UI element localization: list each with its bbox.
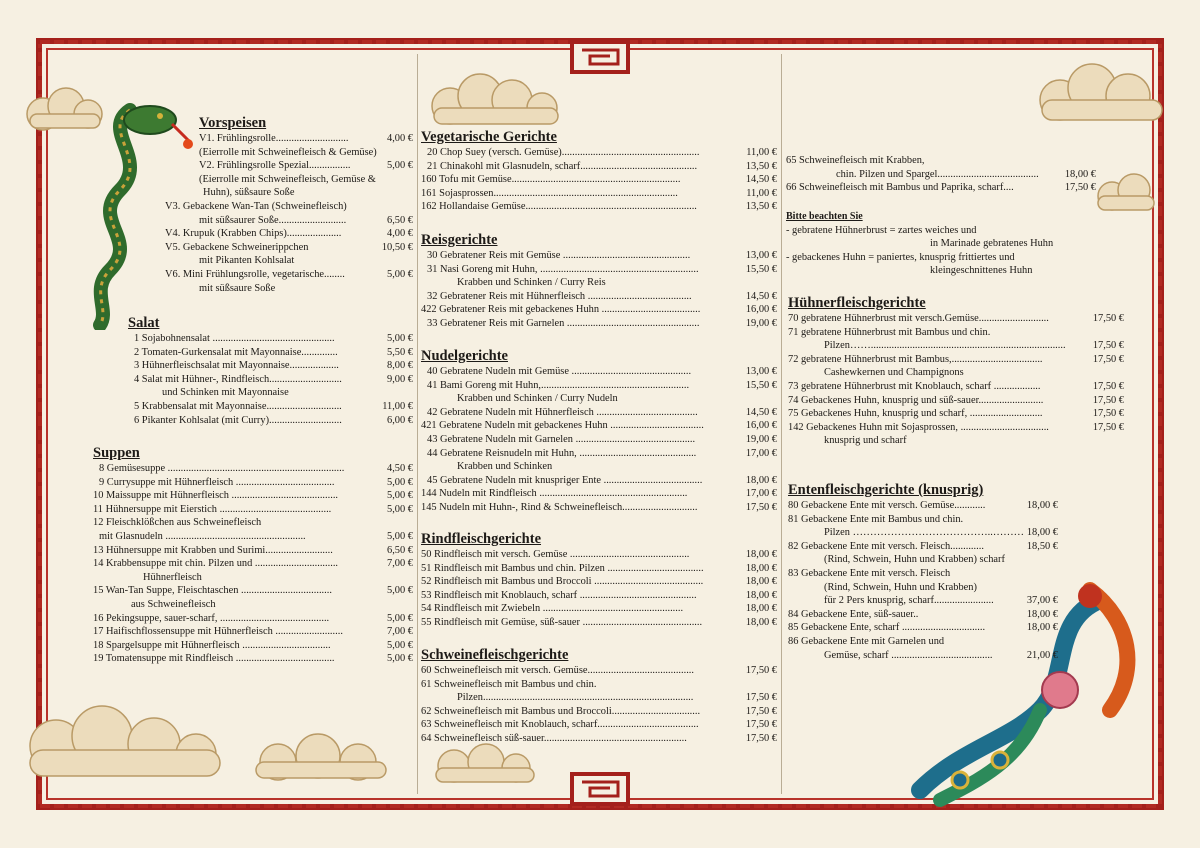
menu-item: 73 gebratene Hühnerbrust mit Knoblauch, scharf .................. 17,50 €: [788, 380, 1124, 392]
section-title-suppen: Suppen: [93, 445, 140, 461]
menu-item: 33 Gebratener Reis mit Garnelen ................................................... 19,00 €: [427, 317, 777, 329]
menu-item: für 2 Pers knusprig, scharf....................... 37,00 €: [824, 595, 1058, 607]
menu-item: Pilzen …………………………………..……… 18,00 €: [824, 527, 1058, 539]
menu-item: 81 Gebackene Ente mit Bambus und chin.: [788, 513, 964, 525]
section-title-huhn: Hühnerfleischgerichte: [788, 295, 926, 311]
menu-item: 65 Schweinefleisch mit Krabben,: [786, 155, 925, 166]
note-title: Bitte beachten Sie: [786, 211, 863, 222]
section-ente: [788, 481, 1058, 662]
menu-item: aus Schweinefleisch: [131, 598, 216, 610]
cloud-ornament-bottomcenter: [238, 730, 408, 790]
menu-item: mit Pikanten Kohlsalat: [199, 255, 295, 267]
section-vorspeisen: [165, 114, 413, 295]
menu-item: 11 Hühnersuppe mit Eierstich ........................................... 5,00 €: [93, 503, 413, 515]
column-divider-2: [781, 54, 782, 794]
menu-item: 51 Rindfleisch mit Bambus und chin. Pilzen ..................................... 18,00 €: [421, 562, 777, 574]
cloud-ornament-bottommid: [420, 740, 550, 790]
menu-item: mit süßsaure Soße: [199, 282, 276, 294]
menu-item: mit Glasnudeln ...................................................... 5,00 €: [99, 530, 413, 542]
menu-item: 4 Salat mit Hühner-, Rindfleisch............................ 9,00 €: [134, 373, 413, 385]
menu-item: Krabben und Schinken: [457, 461, 553, 473]
menu-item: Cashewkernen und Champignons: [824, 367, 964, 379]
menu-item: 42 Gebratene Nudeln mit Hühnerfleisch ....................................... 14,50 €: [427, 406, 777, 418]
menu-item: 44 Gebratene Reisnudeln mit Huhn, ............................................. 17,00 €: [427, 447, 777, 459]
menu-item: 43 Gebratene Nudeln mit Garnelen .............................................. 19,00 €: [427, 433, 777, 445]
menu-item: knusprig und scharf: [824, 435, 907, 447]
section-title-vorspeisen: Vorspeisen: [199, 115, 267, 131]
menu-item: V2. Frühlingsrolle Spezial................ 5,00 €: [199, 160, 413, 172]
menu-item: 71 gebratene Hühnerbrust mit Bambus und chin.: [788, 326, 991, 338]
note-line: - gebratene Hühnerbrust = zartes weiches und: [786, 224, 977, 236]
menu-item: 72 gebratene Hühnerbrust mit Bambus,................................... 17,50 €: [788, 353, 1124, 365]
menu-item: 83 Gebackene Ente mit versch. Fleisch: [788, 567, 951, 579]
menu-item: 82 Gebackene Ente mit versch. Fleisch............. 18,50 €: [788, 540, 1058, 552]
menu-item: V5. Gebackene Schweinerippchen 10,50 €: [165, 241, 413, 253]
menu-item: 421 Gebratene Nudeln mit gebackenes Huhn .................................... 16,00 €: [421, 420, 777, 432]
menu-item: Krabben und Schinken / Curry Nudeln: [457, 393, 618, 405]
menu-item: 60 Schweinefleisch mit versch. Gemüse......................................... 17,50 €: [421, 665, 777, 676]
menu-item: 74 Gebackenes Huhn, knusprig und süß-sauer......................... 17,50 €: [788, 394, 1124, 406]
cloud-ornament-topcenter: [420, 70, 570, 130]
section-schwein-continued: [786, 154, 1096, 195]
menu-item: Krabben und Schinken / Curry Reis: [457, 277, 606, 289]
menu-item: Huhn), süßsaure Soße: [203, 187, 295, 199]
lattice-ornament-bottom: [570, 772, 630, 808]
menu-item: 31 Nasi Goreng mit Huhn, ............................................................. 15,50 €: [427, 263, 777, 275]
menu-item: 18 Spargelsuppe mit Hühnerfleisch .................................. 5,00 €: [93, 639, 413, 651]
section-hinweis: [786, 210, 1126, 278]
menu-item: 80 Gebackene Ente mit versch. Gemüse............ 18,00 €: [788, 500, 1058, 511]
menu-item: 5 Krabbensalat mit Mayonnaise............................. 11,00 €: [134, 400, 413, 412]
section-title-schwein: Schweinefleischgerichte: [421, 647, 569, 663]
menu-item: 14 Krabbensuppe mit chin. Pilzen und ................................ 7,00 €: [93, 558, 413, 570]
menu-item: Pilzen……........................................................................... 17,50 €: [824, 340, 1124, 352]
menu-item: 40 Gebratene Nudeln mit Gemüse .............................................. 13,00 €: [427, 366, 777, 377]
section-salat: [128, 314, 413, 427]
cloud-ornament-bottomleft: [16, 700, 236, 790]
menu-item: 2 Tomaten-Gurkensalat mit Mayonnaise.............. 5,50 €: [134, 346, 413, 358]
menu-item: 422 Gebratener Reis mit gebackenes Huhn ...................................... 16,00 €: [421, 304, 777, 316]
menu-item: 30 Gebratener Reis mit Gemüse ................................................. 13,00 €: [427, 250, 777, 261]
menu-item: 54 Rindfleisch mit Zwiebeln ...................................................... 18,00 €: [421, 603, 777, 615]
section-title-vegetarisch: Vegetarische Gerichte: [421, 129, 557, 145]
section-vegetarisch: [421, 128, 777, 214]
menu-item: 32 Gebratener Reis mit Hühnerfleisch ........................................ 14,50 €: [427, 290, 777, 302]
menu-item: 62 Schweinefleisch mit Bambus und Broccoli.................................. 17,50 €: [421, 705, 777, 717]
menu-item: 52 Rindfleisch mit Bambus und Broccoli .......................................... 18,00 €: [421, 576, 777, 588]
note-line: in Marinade gebratenes Huhn: [930, 238, 1054, 250]
menu-item: 75 Gebackenes Huhn, knusprig und scharf, ............................ 17,50 €: [788, 408, 1124, 420]
menu-item: 63 Schweinefleisch mit Knoblauch, scharf....................................... 17,50 €: [421, 719, 777, 731]
menu-item: 1 Sojabohnensalat ............................................... 5,00 €: [134, 333, 413, 344]
menu-item: 145 Nudeln mit Huhn-, Rind & Schweinefleisch............................. 17,50 €: [421, 501, 777, 513]
section-title-rind: Rindfleischgerichte: [421, 531, 542, 547]
menu-item: 8 Gemüsesuppe .................................................................... 4,50 €: [99, 463, 413, 474]
menu-item: 21 Chinakohl mit Glasnudeln, scharf............................................. 13,50 €: [427, 160, 777, 172]
fret-pattern-left: [38, 44, 42, 804]
menu-item: 6 Pikanter Kohlsalat (mit Curry)............................ 6,00 €: [134, 414, 413, 426]
section-title-reis: Reisgerichte: [421, 232, 498, 248]
menu-item: 64 Schweinefleisch süß-sauer....................................................... 17,50 €: [421, 732, 777, 744]
menu-item: 53 Rindfleisch mit Knoblauch, scharf ............................................. 18,00 €: [421, 589, 777, 601]
menu-item: 10 Maissuppe mit Hühnerfleisch ......................................... 5,00 €: [93, 490, 413, 502]
menu-item: 142 Gebackenes Huhn mit Sojasprossen, .................................. 17,50 €: [788, 421, 1124, 433]
menu-item: mit süßsaurer Soße.......................... 6,50 €: [199, 214, 413, 226]
menu-item: 17 Haifischflossensuppe mit Hühnerfleisch .......................... 7,00 €: [93, 626, 413, 638]
section-nudel: [421, 347, 777, 515]
note-line: - gebackenes Huhn = paniertes, knusprig frittiertes und: [786, 251, 1015, 263]
cloud-ornament-topright: [1030, 60, 1170, 130]
menu-item: 9 Currysuppe mit Hühnerfleisch ...................................... 5,00 €: [99, 476, 413, 488]
menu-item: 160 Tofu mit Gemüse................................................................. 14,50 €: [421, 174, 777, 186]
note-line: kleingeschnittenes Huhn: [930, 265, 1033, 277]
section-suppen: [93, 444, 413, 666]
menu-item: 50 Rindfleisch mit versch. Gemüse .............................................. 18,00 €: [421, 549, 777, 560]
section-title-nudel: Nudelgerichte: [421, 348, 508, 364]
menu-item: 12 Fleischklößchen aus Schweinefleisch: [93, 517, 262, 529]
menu-item: 13 Hühnersuppe mit Krabben und Surimi.......................... 6,50 €: [93, 544, 413, 556]
section-reis: [421, 231, 777, 331]
section-schwein: [421, 646, 777, 746]
menu-item: V4. Krupuk (Krabben Chips)..................... 4,00 €: [165, 228, 413, 240]
menu-item: 85 Gebackene Ente, scharf ................................ 18,00 €: [788, 622, 1058, 634]
menu-item: Gemüse, scharf ....................................... 21,00 €: [824, 649, 1058, 661]
menu-item: 86 Gebackene Ente mit Garnelen und: [788, 635, 945, 647]
column-divider-1: [417, 54, 418, 794]
menu-item: (Eierrolle mit Schweinefleisch, Gemüse &: [199, 173, 376, 185]
section-title-salat: Salat: [128, 315, 160, 331]
menu-item: V1. Frühlingsrolle............................ 4,00 €: [199, 133, 413, 144]
menu-item: 162 Hollandaise Gemüse.................................................................. 13,50 €: [421, 201, 777, 213]
menu-item: 15 Wan-Tan Suppe, Fleischtaschen ................................... 5,00 €: [93, 585, 413, 597]
menu-item: (Rind, Schwein, Huhn und Krabben): [824, 581, 977, 593]
menu-item: 41 Bami Goreng mit Huhn,......................................................... 15,50 €: [427, 379, 777, 391]
menu-item: 55 Rindfleisch mit Gemüse, süß-sauer .............................................. 18,00 €: [421, 616, 777, 628]
section-rind: [421, 530, 777, 630]
menu-item: 84 Gebackene Ente, süß-sauer.. 18,00 €: [788, 608, 1058, 620]
lattice-ornament-top: [570, 40, 630, 76]
menu-item: 16 Pekingsuppe, sauer-scharf, .......................................... 5,00 €: [93, 612, 413, 624]
menu-item: 45 Gebratene Nudeln mit knuspriger Ente ...................................... 18,00 €: [427, 474, 777, 486]
menu-item: 66 Schweinefleisch mit Bambus und Paprika, scharf.... 17,50 €: [786, 182, 1096, 194]
menu-item: (Eierrolle mit Schweinefleisch & Gemüse): [199, 146, 377, 158]
menu-item: 161 Sojasprossen....................................................................... 11,00 €: [421, 187, 777, 199]
menu-item: 3 Hühnerfleischsalat mit Mayonnaise................... 8,00 €: [134, 360, 413, 372]
menu-item: 19 Tomatensuppe mit Rindfleisch ...................................... 5,00 €: [93, 653, 413, 665]
menu-item: und Schinken mit Mayonnaise: [162, 387, 289, 399]
menu-item: V3. Gebackene Wan-Tan (Schweinefleisch): [165, 200, 347, 212]
menu-item: chin. Pilzen und Spargel....................................... 18,00 €: [836, 168, 1096, 180]
menu-item: Pilzen................................................................................. 17,50 €: [457, 692, 777, 704]
menu-item: 61 Schweinefleisch mit Bambus und chin.: [421, 678, 597, 690]
menu-item: Hühnerfleisch: [143, 571, 202, 583]
menu-item: (Rind, Schwein, Huhn und Krabben) scharf: [824, 554, 1005, 566]
section-title-ente: Entenfleischgerichte (knusprig): [788, 482, 984, 498]
menu-item: 20 Chop Suey (versch. Gemüse)..................................................... 11,00 €: [427, 147, 777, 158]
menu-item: 70 gebratene Hühnerbrust mit versch.Gemüse........................... 17,50 €: [788, 313, 1124, 324]
menu-item: 144 Nudeln mit Rindfleisch ......................................................... 17,00 €: [421, 488, 777, 500]
section-huhn: [788, 294, 1124, 448]
menu-item: V6. Mini Frühlungsrolle, vegetarische........ 5,00 €: [165, 268, 413, 280]
